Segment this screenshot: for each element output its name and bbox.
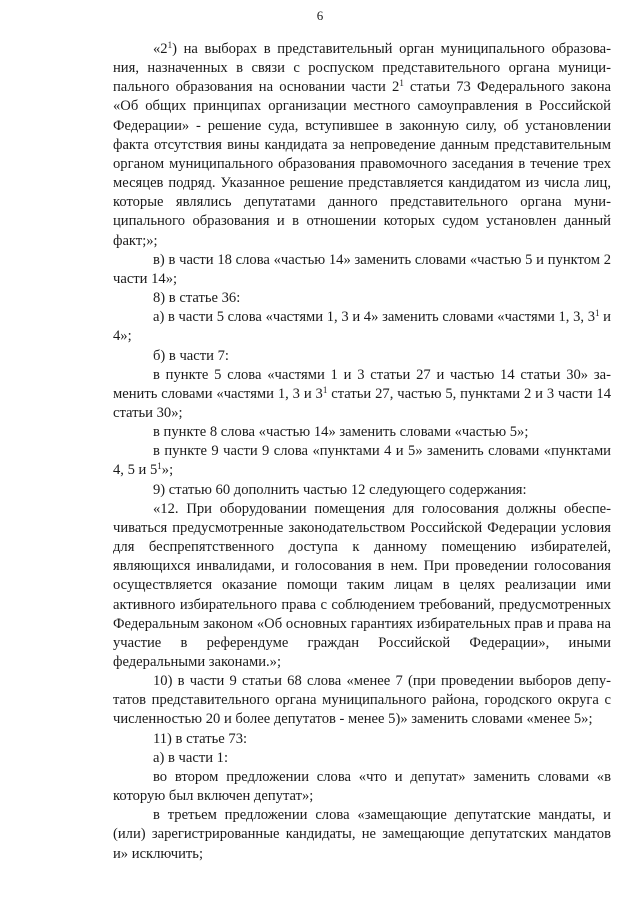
paragraph-item-5: в пункте 5 слова «частями 1 и 3 статьи 27 и частью 14 статьи 30» заменить словами «частями 1, 3 и $3^1$ статьи 27, частью 5, пунктами 2 и 3 части 14 статьи 30»;: [113, 366, 611, 421]
document-body: [113, 40, 611, 864]
page-number: 6: [316, 8, 324, 23]
paragraph-part-5: а) в части 5 слова «частями 1, 3 и 4» заменить словами «частями 1, 3, $3^1$ и 4»;: [113, 308, 611, 345]
paragraph-part-1: а) в части 1:: [153, 749, 229, 766]
paragraph-article-68: 10) в части 9 статьи 68 слова «менее 7 (при проведении выборов депутатов представительного органа муниципального района, городского округа с численностью 20 и более депутатов - менее 5)» заменить словами «менее 5»;: [113, 673, 611, 728]
paragraph-item-8: в пункте 8 слова «частью 14» заменить словами «частью 5»;: [153, 424, 529, 441]
paragraph-article-73: 11) в статье 73:: [153, 730, 248, 747]
paragraph-item-9: в пункте 9 части 9 слова «пунктами 4 и 5» заменить словами «пунктами 4, 5 и $5^1$»;: [113, 443, 611, 479]
paragraph-part-18: в) в части 18 слова «частью 14» заменить словами «частью 5 и пунктом 2 части 14»;: [113, 251, 611, 287]
paragraph-part-12-text: «12. При оборудовании помещения для голосования должны обеспечиваться предусмотренные законодательством Российской Федерации условия для беспрепятственного доступа к данному помещению избирателей, являющихся инвалидами, и голосования в нем. При проведении голосования осуществляется оказание помощи таким лицам в целях реализации ими активного избирательного права с соблюдением требований, предусмотренных Федеральным законом «Об основных гарантиях избирательных прав и права на участие в референдуме граждан Российской Федерации», иными федеральными законами.»;: [113, 500, 611, 670]
paragraph-second-sentence: во втором предложении слова «что и депутат» заменить словами «в которую был включен депутат»;: [113, 768, 611, 805]
paragraph-part-7: б) в части 7:: [153, 347, 229, 364]
paragraph-2-1-court-decision: «$2^1$) на выборах в представительный орган муниципального образования, назначенных в связи с роспуском представительного органа муниципального образования на основании части $2^1$ статьи 73 Федерального закона «Об общих принципах организации местного самоуправления в Российской Федерации» - решение суда, вступившее в законную силу, об установлении факта отсутствия вины кандидата за непроведение данным представительным органом муниципального образования правомочного заседания в течение трех месяцев подряд. Указанное решение представляется кандидатом из числа лиц, которые являлись депутатами данного представительного органа муниципального образования и в отношении которых судом установлен данный факт;»;: [113, 40, 611, 249]
paragraph-article-36: 8) в статье 36:: [153, 290, 241, 307]
paragraph-article-60: 9) статью 60 дополнить частью 12 следующего содержания:: [153, 481, 527, 498]
paragraph-third-sentence: в третьем предложении слова «замещающие депутатские мандаты, и (или) зарегистрированные кандидаты, не замещающие депутатских мандатов и» исключить;: [113, 807, 611, 862]
